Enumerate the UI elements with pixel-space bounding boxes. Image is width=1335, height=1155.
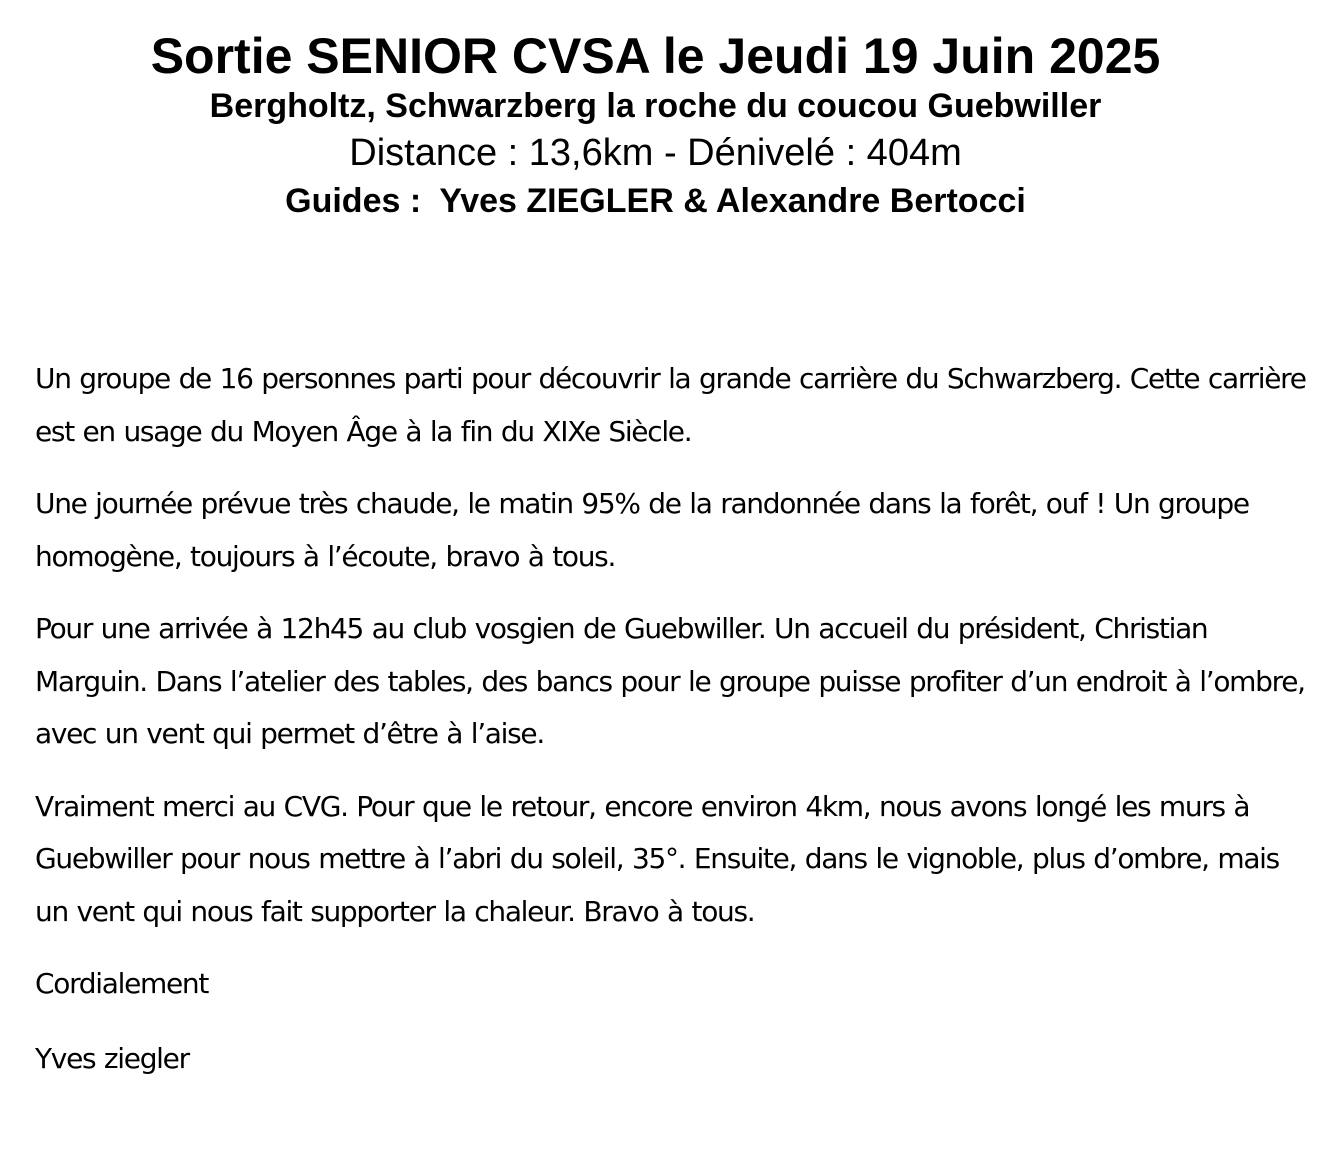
paragraph-return: Vraiment merci au CVG. Pour que le retour, encore environ 4km, nous avons longé les murs à Guebwiller pour nous mettre à l’abri du soleil, 35°. Ensuite, dans le vignoble, plus d’ombre, mais un vent qui nous fait supporter la chaleur. Bravo à tous. bbox=[35, 789, 1279, 928]
paragraph-group-quarry: Un groupe de 16 personnes parti pour découvrir la grande carrière du Schwarzberg. Cette carrière est en usage du Moyen Âge à la fin du XIXe Siècle. bbox=[35, 362, 1306, 448]
closing-salutation: Cordialement bbox=[35, 967, 209, 1000]
page-title: Sortie SENIOR CVSA le Jeudi 19 Juin 2025 bbox=[150, 28, 1161, 84]
paragraph-hot-day: Une journée prévue très chaude, le matin 95% de la randonnée dans la forêt, ouf ! Un groupe homogène, toujours à l’écoute, bravo à tous. bbox=[35, 487, 1249, 573]
paragraph-arrival: Pour une arrivée à 12h45 au club vosgien de Guebwiller. Un accueil du président, Christian Marguin. Dans l’atelier des tables, des bancs pour le groupe puisse profiter d’un endroit à l’ombre, avec un vent qui permet d’être à l’aise. bbox=[35, 612, 1305, 750]
distance-elevation: Distance : 13,6km - Dénivelé : 404m bbox=[349, 132, 962, 174]
document-header bbox=[0, 28, 1311, 224]
signature: Yves ziegler bbox=[35, 1041, 189, 1075]
document-body bbox=[35, 353, 1310, 1107]
guides-line: Guides : Yves ZIEGLER & Alexandre Bertocci bbox=[285, 182, 1026, 220]
route-subtitle: Bergholtz, Schwarzberg la roche du coucou Guebwiller bbox=[209, 87, 1102, 125]
